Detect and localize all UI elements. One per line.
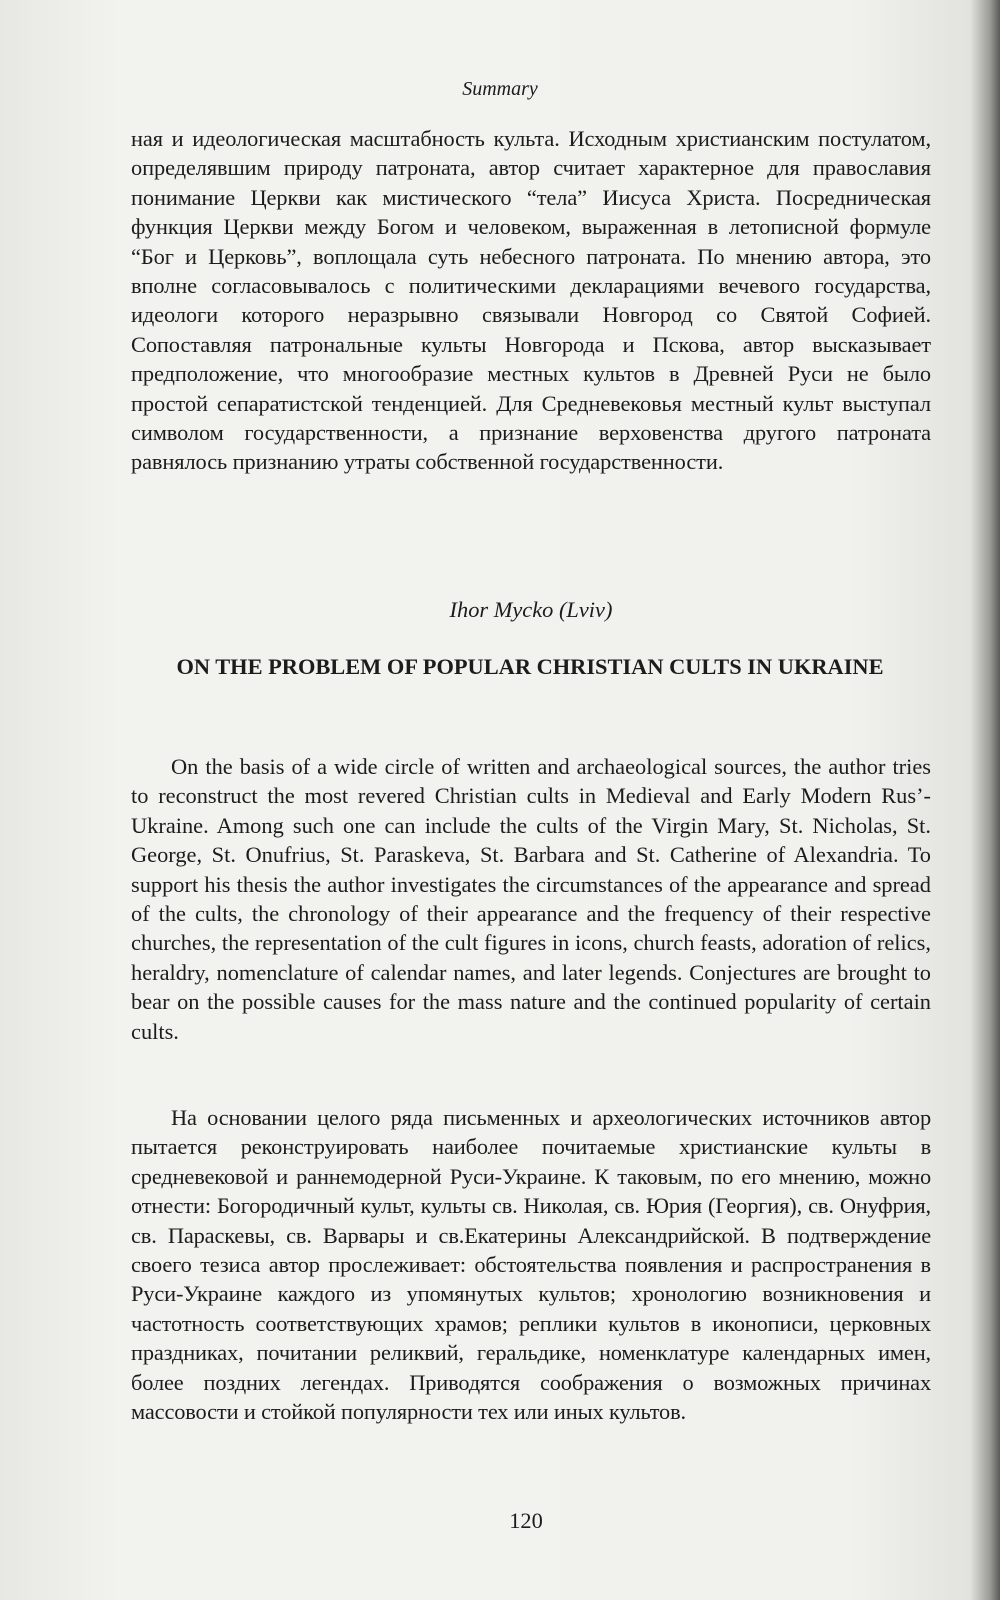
paragraph: На основании целого ряда письменных и археологических источников автор пытается реконструировать наиболее почитаемые христианские культы в средневековой и раннемодерной Руси-Украине. К таковым, по его мнению, можно отнести: Богородичный культ, культы св. Николая, св. Юрия (Георгия), св. Онуфрия, св. Параскевы, св. Варвары и св.Екатерины Александрийской. В подтверждение своего тезиса автор прослеживает: обстоятельства появления и распространения в Руси-Украине каждого из упомянутых культов; хронологию возникновения и частотность соответствующих храмов; реплики культов в иконописи, церковных праздниках, почитании реликвий, геральдике, номенклатуре календарных имен, более поздних легендах. Приводятся соображения о возможных причинах массовости и стойкой популярности тех или иных культов. xyxy=(131,1105,931,1425)
paragraph: ная и идеологическая масштабность культа. Исходным христианским постулатом, определявшим природу патроната, автор считает характерное для православия понимание Церкви как мистического “тела” Иисуса Христа. Посредническая функция Церкви между Богом и человеком, выраженная в летописной формуле “Бог и Церковь”, воплощала суть небесного патроната. По мнению автора, это вполне согласовывалось с политическими декларациями вечевого государства, идеологи которого неразрывно связывали Новгород со Святой Софией. Сопоставляя патрональные культы Новгорода и Пскова, автор высказывает предположение, что многообразие местных культов в Древней Руси не было простой сепаратистской тенденцией. Для Средневековья местный культ выступал символом государственности, а признание верховенства другого патроната равнялось признанию утраты собственной государственности. xyxy=(131,126,931,475)
running-head: Summary xyxy=(462,78,538,100)
summary-russian xyxy=(131,1103,931,1426)
article-author: Ihor Mycko (Lviv) xyxy=(449,597,613,622)
article-title: ON THE PROBLEM OF POPULAR CHRISTIAN CULTS IN UKRAINE xyxy=(176,654,884,679)
page-number: 120 xyxy=(509,1508,543,1533)
continued-summary-ru xyxy=(131,124,931,477)
summary-english xyxy=(131,752,931,1046)
paragraph: On the basis of a wide circle of written and archaeological sources, the author tries to reconstruct the most revered Christian cults in Medieval and Early Modern Rus’-Ukraine. Among such one can include the cults of the Virgin Mary, St. Nicholas, St. George, St. Onufrius, St. Paraskeva, St. Barbara and St. Catherine of Alexandria. To support his thesis the author investigates the circumstances of the appearance and spread of the cults, the chronology of their appearance and the frequency of their respective churches, the representation of the cult figures in icons, church feasts, adoration of relics, heraldry, nomenclature of calendar names, and later legends. Conjectures are brought to bear on the possible causes for the mass nature and the continued popularity of certain cults. xyxy=(131,754,931,1044)
